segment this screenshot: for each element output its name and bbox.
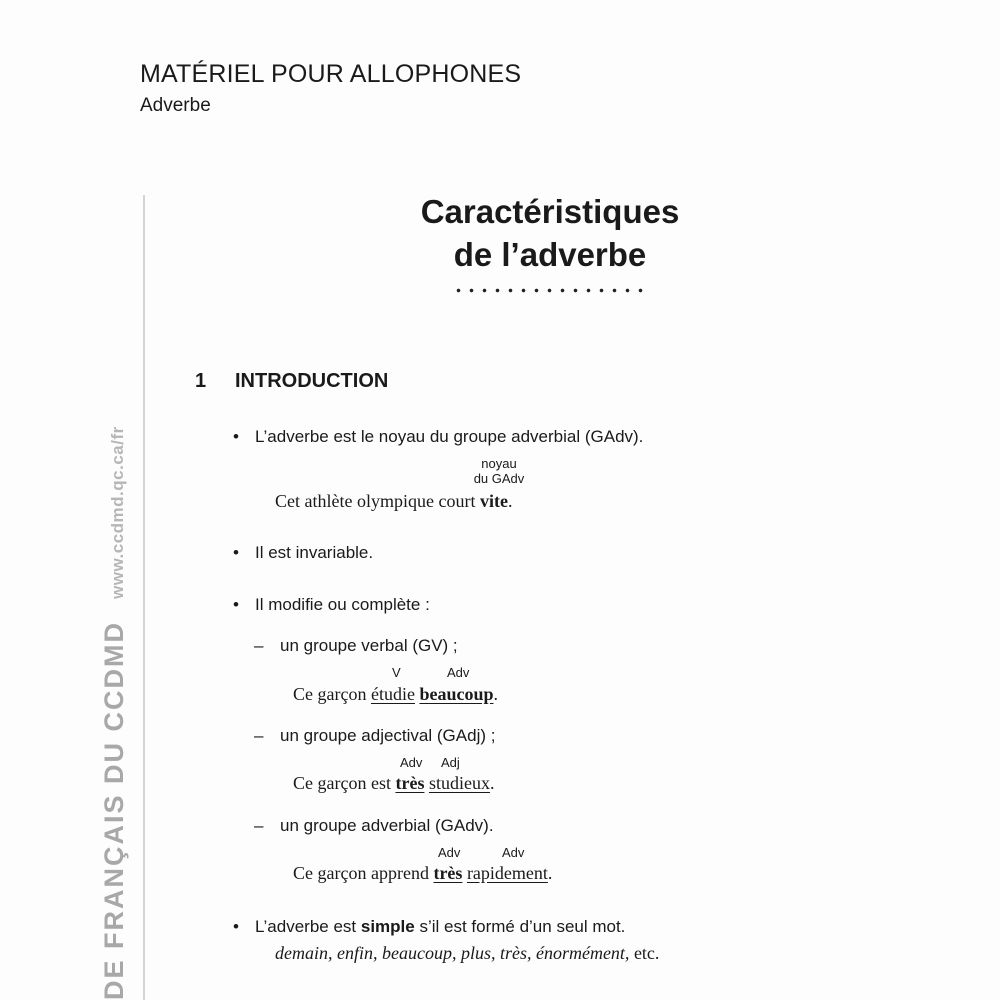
bullet-marker: • bbox=[233, 917, 239, 936]
dash-text: un groupe adjectival (GAdj) ; bbox=[280, 726, 496, 745]
bullet-keyword: simple bbox=[360, 917, 415, 936]
example-text: etc. bbox=[629, 943, 660, 963]
title-dotted-rule bbox=[452, 288, 648, 293]
example-text: . bbox=[493, 684, 498, 704]
example-sentence bbox=[275, 491, 512, 512]
example-list bbox=[275, 943, 659, 964]
example-sentence bbox=[293, 684, 498, 705]
example-keyword: très bbox=[433, 863, 463, 883]
example-text: Ce garçon bbox=[293, 684, 371, 704]
example-text: . bbox=[489, 773, 495, 793]
annotation-line: noyau bbox=[481, 456, 517, 471]
example-text: Ce garçon apprend bbox=[293, 863, 434, 883]
sidebar-brand: DE FRANÇAIS DU CCDMD bbox=[99, 621, 129, 1000]
bullet-noyau bbox=[233, 427, 643, 447]
bullet-text: L’adverbe est le noyau du groupe adverbial (GAdv). bbox=[255, 427, 644, 446]
annotation-label: Adv bbox=[400, 755, 423, 770]
example-text: . bbox=[547, 863, 553, 883]
bullet-text: s’il est formé d’un seul mot. bbox=[414, 917, 626, 936]
example-keyword: beaucoup bbox=[419, 684, 494, 704]
bullet-simple bbox=[233, 917, 625, 937]
bullet-marker: • bbox=[233, 543, 239, 562]
annotation-label: Adv bbox=[447, 665, 470, 680]
bullet-marker: • bbox=[233, 595, 239, 614]
bullet-marker: • bbox=[233, 427, 239, 446]
example-words: demain, enfin, beaucoup, plus, très, énormément, bbox=[275, 943, 630, 963]
annotation-noyau bbox=[468, 456, 530, 486]
example-underlined: studieux bbox=[428, 773, 490, 793]
dash-marker: – bbox=[254, 726, 264, 745]
annotation-label: V bbox=[392, 665, 401, 680]
page-title-line1: Caractéristiques bbox=[420, 193, 680, 230]
example-text: . bbox=[507, 491, 513, 511]
annotation-line: du GAdv bbox=[473, 471, 525, 486]
annotation-label: Adv bbox=[438, 845, 461, 860]
bullet-text: Il est invariable. bbox=[255, 543, 374, 562]
bullet-modifie bbox=[233, 595, 430, 615]
example-sentence bbox=[293, 773, 494, 794]
example-text: Ce garçon est bbox=[293, 773, 396, 793]
bullet-text: Il modifie ou complète : bbox=[255, 595, 430, 614]
sidebar-branding bbox=[84, 80, 144, 1000]
dash-text: un groupe verbal (GV) ; bbox=[280, 636, 458, 655]
bullet-invariable bbox=[233, 543, 373, 563]
dash-item-gadv bbox=[254, 816, 494, 836]
example-underlined: rapidement bbox=[466, 863, 548, 883]
dash-text: un groupe adverbial (GAdv). bbox=[280, 816, 494, 835]
example-underlined: étudie bbox=[370, 684, 415, 704]
dash-marker: – bbox=[254, 816, 264, 835]
page-title-line2: de l’adverbe bbox=[453, 236, 647, 273]
example-keyword: très bbox=[395, 773, 425, 793]
dash-marker: – bbox=[254, 636, 264, 655]
section-number: 1 bbox=[195, 370, 207, 392]
sidebar-url[interactable]: www.ccdmd.qc.ca/fr bbox=[108, 426, 127, 599]
example-sentence bbox=[293, 863, 552, 884]
dash-item-gv bbox=[254, 636, 458, 656]
annotation-label: Adj bbox=[441, 755, 460, 770]
header-title: MATÉRIEL POUR ALLOPHONES bbox=[140, 60, 522, 88]
section-title: INTRODUCTION bbox=[235, 370, 389, 392]
page-title bbox=[380, 190, 720, 276]
example-text: Cet athlète olympique court bbox=[275, 491, 480, 511]
example-keyword: vite bbox=[479, 491, 508, 511]
dash-item-gadj bbox=[254, 726, 495, 746]
bullet-text: L’adverbe est bbox=[255, 917, 361, 936]
header-subtitle: Adverbe bbox=[140, 95, 211, 116]
annotation-label: Adv bbox=[502, 845, 525, 860]
